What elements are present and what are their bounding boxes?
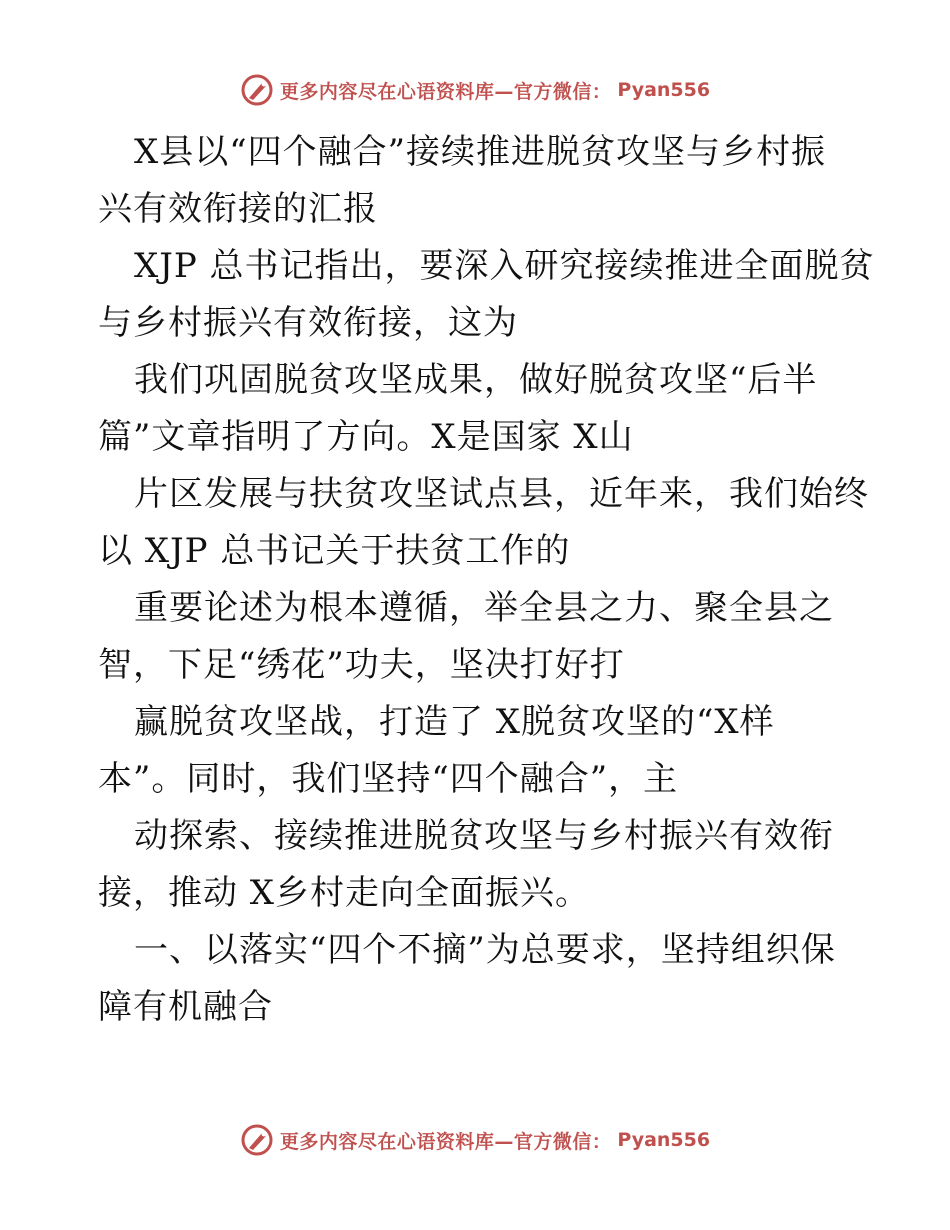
title-line-1: X县以“四个融合”接续推进脱贫攻坚与乡村振	[134, 132, 826, 172]
paragraph-line: 篇”文章指明了方向。X是国家 X山	[98, 417, 634, 457]
header-banner	[0, 70, 950, 110]
banner-wechat-handle: Pyan556	[617, 79, 711, 101]
banner-text: 更多内容尽在心语资料库—官方微信：	[279, 80, 612, 103]
paragraph-line: 我们巩固脱贫攻坚成果，做好脱贫攻坚“后半	[134, 360, 818, 400]
paragraph-line: 以 XJP 总书记关于扶贫工作的	[98, 531, 571, 571]
paragraph-line: 动探索、接续推进脱贫攻坚与乡村振兴有效衔	[134, 816, 834, 856]
banner-text: 更多内容尽在心语资料库—官方微信：	[279, 1130, 612, 1153]
paragraph-line: 重要论述为根本遵循，举全县之力、聚全县之	[134, 588, 834, 628]
title-line-2: 兴有效衔接的汇报	[98, 189, 378, 229]
document-body	[98, 124, 875, 1036]
paragraph-line: 接，推动 X乡村走向全面振兴。	[98, 873, 591, 913]
banner-wechat-handle: Pyan556	[617, 1129, 711, 1151]
paragraph-line: XJP 总书记指出，要深入研究接续推进全面脱贫	[134, 246, 875, 286]
section-heading-line-1: 一、以落实“四个不摘”为总要求，坚持组织保	[134, 930, 836, 970]
paragraph-line: 与乡村振兴有效衔接，这为	[98, 303, 518, 343]
footer-banner	[0, 1120, 950, 1160]
paragraph-line: 片区发展与扶贫攻坚试点县，近年来，我们始终	[134, 474, 869, 514]
pen-seal-icon	[240, 73, 274, 107]
pen-seal-icon	[240, 1123, 274, 1157]
paragraph-line: 本”。同时，我们坚持“四个融合”，主	[98, 759, 679, 799]
section-heading-line-2: 障有机融合	[98, 987, 273, 1027]
paragraph-line: 智，下足“绣花”功夫，坚决打好打	[98, 645, 625, 685]
paragraph-line: 赢脱贫攻坚战，打造了 X脱贫攻坚的“X样	[134, 702, 775, 742]
